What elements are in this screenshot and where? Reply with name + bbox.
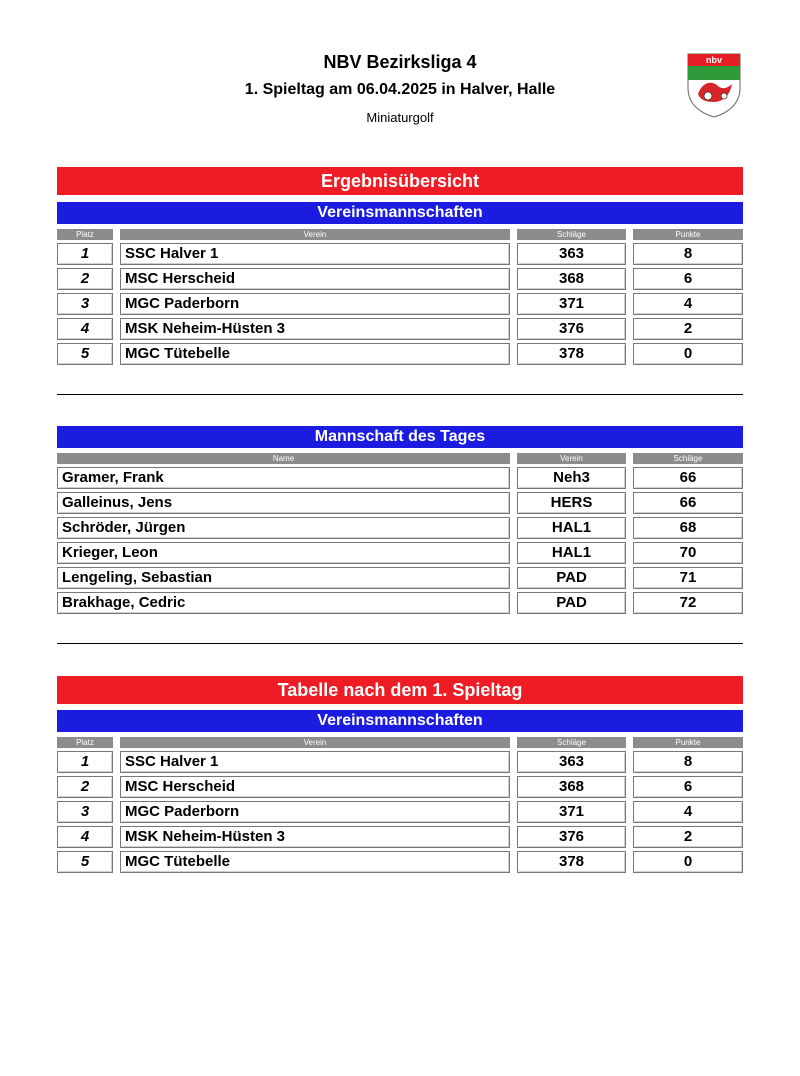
verein-cell: MGC Tütebelle <box>120 851 510 873</box>
verein-cell: MGC Tütebelle <box>120 343 510 365</box>
punkte-cell: 2 <box>633 826 743 848</box>
col-header-platz: Platz <box>57 229 113 240</box>
schlaege-cell: 376 <box>517 826 626 848</box>
verein-cell: PAD <box>517 592 626 614</box>
platz-cell: 5 <box>57 851 113 873</box>
schlaege-cell: 378 <box>517 851 626 873</box>
platz-cell: 3 <box>57 801 113 823</box>
verein-cell: HAL1 <box>517 542 626 564</box>
name-cell: Lengeling, Sebastian <box>57 567 510 589</box>
schlaege-cell: 68 <box>633 517 743 539</box>
punkte-cell: 6 <box>633 776 743 798</box>
punkte-cell: 4 <box>633 293 743 315</box>
platz-cell: 3 <box>57 293 113 315</box>
platz-cell: 2 <box>57 268 113 290</box>
page-category: Miniaturgolf <box>366 110 434 125</box>
divider <box>57 643 743 644</box>
standings-title-bar: Tabelle nach dem 1. Spieltag <box>57 676 743 704</box>
col-header-verein: Verein <box>517 453 626 464</box>
verein-cell: MSK Neheim-Hüsten 3 <box>120 318 510 340</box>
verein-cell: MGC Paderborn <box>120 293 510 315</box>
punkte-cell: 4 <box>633 801 743 823</box>
schlaege-cell: 376 <box>517 318 626 340</box>
schlaege-cell: 66 <box>633 492 743 514</box>
schlaege-cell: 70 <box>633 542 743 564</box>
col-header-schlaege: Schläge <box>517 229 626 240</box>
schlaege-cell: 363 <box>517 751 626 773</box>
svg-text:nbv: nbv <box>705 55 723 65</box>
verein-cell: HAL1 <box>517 517 626 539</box>
col-header-name: Name <box>57 453 510 464</box>
verein-cell: SSC Halver 1 <box>120 243 510 265</box>
platz-cell: 5 <box>57 343 113 365</box>
platz-cell: 4 <box>57 318 113 340</box>
divider <box>57 394 743 395</box>
col-header-schlaege: Schläge <box>633 453 743 464</box>
name-cell: Gramer, Frank <box>57 467 510 489</box>
platz-cell: 1 <box>57 751 113 773</box>
platz-cell: 2 <box>57 776 113 798</box>
schlaege-cell: 378 <box>517 343 626 365</box>
col-header-punkte: Punkte <box>633 737 743 748</box>
results-subtitle-bar: Vereinsmannschaften <box>57 202 743 224</box>
col-header-schlaege: Schläge <box>517 737 626 748</box>
col-header-platz: Platz <box>57 737 113 748</box>
punkte-cell: 6 <box>633 268 743 290</box>
schlaege-cell: 371 <box>517 801 626 823</box>
verein-cell: PAD <box>517 567 626 589</box>
verein-cell: HERS <box>517 492 626 514</box>
punkte-cell: 8 <box>633 751 743 773</box>
verein-cell: MSK Neheim-Hüsten 3 <box>120 826 510 848</box>
schlaege-cell: 371 <box>517 293 626 315</box>
schlaege-cell: 363 <box>517 243 626 265</box>
verein-cell: MGC Paderborn <box>120 801 510 823</box>
platz-cell: 1 <box>57 243 113 265</box>
schlaege-cell: 72 <box>633 592 743 614</box>
verein-cell: MSC Herscheid <box>120 776 510 798</box>
name-cell: Schröder, Jürgen <box>57 517 510 539</box>
schlaege-cell: 71 <box>633 567 743 589</box>
platz-cell: 4 <box>57 826 113 848</box>
page-title: NBV Bezirksliga 4 <box>323 52 477 72</box>
punkte-cell: 0 <box>633 851 743 873</box>
col-header-punkte: Punkte <box>633 229 743 240</box>
standings-subtitle-bar: Vereinsmannschaften <box>57 710 743 732</box>
schlaege-cell: 66 <box>633 467 743 489</box>
page-subtitle: 1. Spieltag am 06.04.2025 in Halver, Halle <box>244 81 556 98</box>
punkte-cell: 2 <box>633 318 743 340</box>
name-cell: Krieger, Leon <box>57 542 510 564</box>
verein-cell: MSC Herscheid <box>120 268 510 290</box>
punkte-cell: 0 <box>633 343 743 365</box>
schlaege-cell: 368 <box>517 776 626 798</box>
results-title-bar: Ergebnisübersicht <box>57 167 743 195</box>
verein-cell: Neh3 <box>517 467 626 489</box>
team-of-day-title-bar: Mannschaft des Tages <box>57 426 743 448</box>
schlaege-cell: 368 <box>517 268 626 290</box>
punkte-cell: 8 <box>633 243 743 265</box>
col-header-verein: Verein <box>120 737 510 748</box>
name-cell: Galleinus, Jens <box>57 492 510 514</box>
nbv-logo <box>684 50 744 118</box>
col-header-verein: Verein <box>120 229 510 240</box>
name-cell: Brakhage, Cedric <box>57 592 510 614</box>
verein-cell: SSC Halver 1 <box>120 751 510 773</box>
